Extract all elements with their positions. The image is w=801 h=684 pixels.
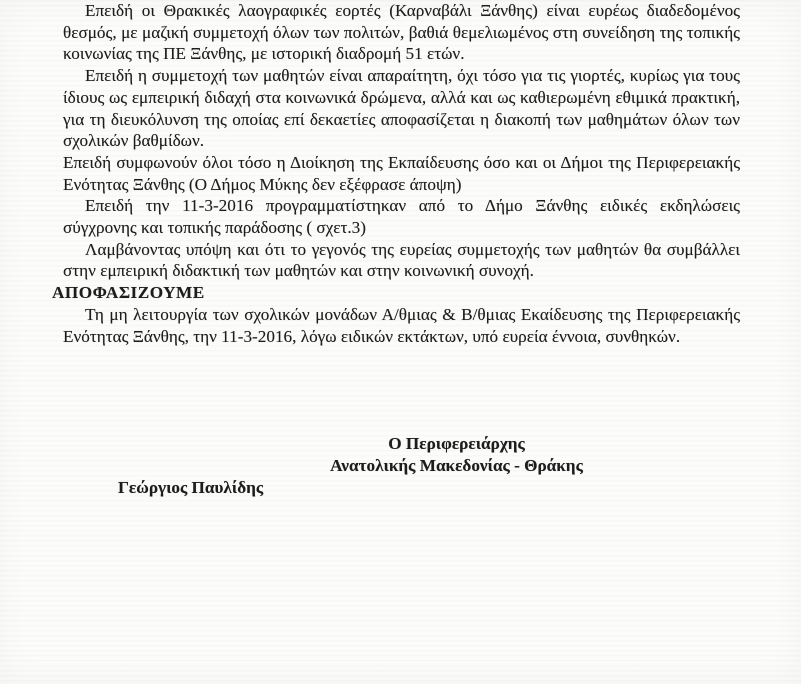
signatory-name: Γεώργιος Παυλίδης bbox=[118, 477, 264, 497]
signature-block bbox=[118, 433, 795, 476]
preamble-paragraph-4: Επειδή την 11-3-2016 προγραμματίστηκαν από το Δήμο Ξάνθης ειδικές εκδηλώσεις σύγχρονης και τοπικής παράδοσης ( σχετ.3) bbox=[63, 196, 740, 238]
signature-region: Ανατολικής Μακεδονίας - Θράκης bbox=[330, 455, 583, 475]
preamble-paragraph-3: Επειδή συμφωνούν όλοι τόσο η Διοίκηση της Εκπαίδευσης όσο και οι Δήμοι της Περιφερειακής Ενότητας Ξάνθης (Ο Δήμος Μύκης δεν εξέφρασε άποψη) bbox=[63, 152, 740, 194]
preamble-paragraph-2: Επειδή η συμμετοχή των μαθητών είναι απαραίτητη, όχι τόσο για τις γιορτές, κυρίως για τους ίδιους ως εμπειρική διδαχή στα κοινωνικά δρώμενα, αλλά και ως καθιερωμένη εθιμικά πρακτική, για τη διευκόλυνση της οποίας επί δεκαετίες αποφασίζεται η διακοπή των μαθημάτων όλων των σχολικών βαθμίδων. bbox=[63, 66, 740, 151]
signature-title: Ο Περιφερειάρχης bbox=[388, 434, 525, 454]
preamble-paragraph-1: Επειδή οι Θρακικές λαογραφικές εορτές (Καρναβάλι Ξάνθης) είναι ευρέως διαδεδομένος θεσμός, με μαζική συμμετοχή όλων των πολιτών, βαθιά θεμελιωμένος στη συνείδηση της τοπικής κοινωνίας της ΠΕ Ξάνθης, με ιστορική διαδρομή 51 ετών. bbox=[63, 1, 740, 64]
decision-body: Τη μη λειτουργία των σχολικών μονάδων Α/θμιας & Β/θμιας Εκαίδευσης της Περιφερειακής Ενότητας Ξάνθης, την 11-3-2016, λόγω ειδικών εκτάκτων, υπό ευρεία έννοια, συνθηκών. bbox=[63, 304, 740, 346]
document-text-block bbox=[52, 0, 740, 498]
preamble-paragraph-5: Λαμβάνοντας υπόψη και ότι το γεγονός της ευρείας συμμετοχής των μαθητών θα συμβάλλει στην εμπειρική διδακτική των μαθητών και στην κοινωνική συνοχή. bbox=[63, 239, 740, 281]
decision-heading: ΑΠΟΦΑΣΙΖΟΥΜΕ bbox=[52, 283, 205, 303]
